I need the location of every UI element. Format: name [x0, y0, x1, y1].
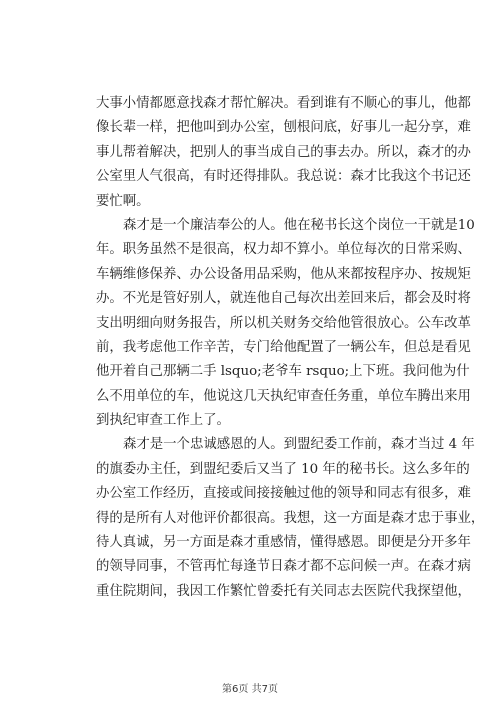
paragraph-1 [96, 92, 471, 214]
text-line: 大事小情都愿意找森才帮忙解决。看到谁有不顺心的事儿，他都 [96, 96, 471, 111]
text-line: 要忙啊。 [96, 193, 150, 209]
text-line: 到执纪审查工作上了。 [96, 413, 230, 429]
page-number-footer: 第6页 共7页 [222, 684, 278, 695]
paragraph-2 [96, 214, 475, 434]
text-line: 像长辈一样，把他叫到办公室，刨根问底，好事儿一起分享，难 [96, 120, 471, 136]
text-line: 前，我考虑他工作辛苦，专门给他配置了一辆公车，但总是看见 [96, 339, 471, 355]
text-line: 森才是一个忠诚感恩的人。到盟纪委工作前，森才当过 4 年 [123, 437, 475, 453]
text-line: 么不用单位的车，他说这几天执纪审查任务重，单位车腾出来用 [96, 388, 471, 404]
text-line: 年。职务虽然不是很高，权力却不算小。单位每次的日常采购、 [96, 242, 471, 258]
text-line: 的领导同事，不管再忙每逢节日森才都不忘问候一声。在森才病 [96, 559, 471, 575]
body-text [96, 92, 485, 604]
text-line: 重住院期间，我因工作繁忙曾委托有关同志去医院代我探望他， [96, 583, 471, 599]
text-line: 的旗委办主任，到盟纪委后又当了 10 年的秘书长。这么多年的 [96, 461, 470, 477]
text-line: 办公室工作经历，直接或间接接触过他的领导和同志有很多，难 [96, 486, 471, 502]
paragraph-3 [96, 433, 485, 604]
text-line: 车辆维修保养、办公设备用品采购，他从来都按程序办、按规矩 [96, 266, 471, 282]
text-line: 他开着自己那辆二手 lsquo;老爷车 rsquo;上下班。我问他为什 [96, 364, 470, 380]
text-line: 事儿帮着解决，把别人的事当成自己的事去办。所以，森才的办 [96, 144, 471, 160]
text-line: 森才是一个廉洁奉公的人。他在秘书长这个岗位一干就是10 [123, 217, 475, 233]
text-line: 支出明细向财务报告，所以机关财务交给他管很放心。公车改革 [96, 315, 471, 331]
text-line: 公室里人气很高，有时还得排队。我总说：森才比我这个书记还 [96, 169, 471, 185]
text-line: 得的是所有人对他评价都很高。我想，这一方面是森才忠于事业， [96, 510, 485, 526]
text-line: 待人真诚，另一方面是森才重感情，懂得感恩。即便是分开多年 [96, 535, 471, 551]
text-line: 办。不光是管好别人，就连他自己每次出差回来后，都会及时将 [96, 291, 471, 307]
